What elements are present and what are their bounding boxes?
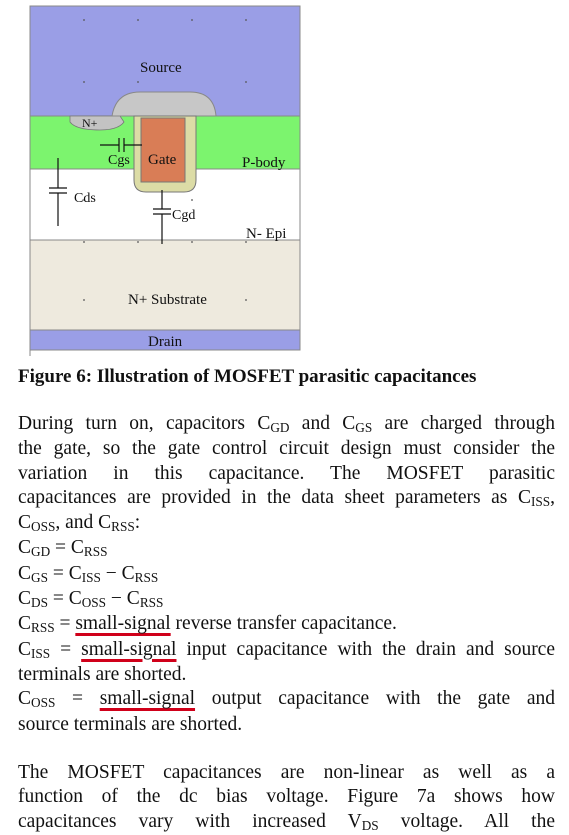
equation-cgs: CGS = CISS − CRSS (18, 562, 159, 585)
figure-caption: Figure 6: Illustration of MOSFET parasitic capacitances (18, 366, 477, 387)
definition-ciss-line-1: CISS = small-signal input capacitance with the drain and source (18, 638, 555, 661)
spellcheck-underline: small-signal (81, 638, 177, 660)
cgd-label: Cgd (172, 208, 196, 223)
source-label: Source (140, 60, 182, 76)
cds-label: Cds (74, 191, 96, 206)
paragraph-3-line-1: The MOSFET capacitances are non-linear as well as a (18, 762, 555, 784)
definition-ciss-line-2: terminals are shorted. (18, 663, 187, 685)
paragraph-3-line-2: function of the dc bias voltage. Figure 7a shows how (18, 786, 555, 808)
p-body-label: P-body (242, 155, 286, 171)
definition-coss-line-1: COSS = small-signal output capacitance with the gate and (18, 688, 556, 711)
spellcheck-underline: small-signal (75, 613, 171, 635)
spellcheck-underline: small-signal (99, 688, 196, 710)
n-substrate-label: N+ Substrate (128, 292, 207, 308)
gate-electrode (141, 118, 185, 182)
paragraph-1-line-4: capacitances are provided in the data sheet parameters as CISS, (18, 486, 555, 509)
paragraph-1-line-5: COSS, and CRSS: (18, 512, 141, 535)
body-text (18, 412, 555, 835)
n-epi-label: N- Epi (246, 226, 287, 242)
paragraph-1-line-3: variation in this capacitance. The MOSFET parasitic (18, 462, 555, 484)
n-substrate-region (30, 240, 300, 330)
paragraph-1-line-1: During turn on, capacitors CGD and CGS are charged through (18, 413, 555, 435)
gate-label: Gate (148, 152, 177, 168)
gate-insulator-cap (112, 92, 216, 116)
definition-coss-line-2: source terminals are shorted. (18, 713, 243, 735)
equation-cds: CDS = COSS − CRSS (18, 588, 164, 610)
mosfet-cross-section-diagram (0, 0, 569, 360)
paragraph-3-line-3: capacitances vary with increased VDS voltage. All the (18, 810, 555, 833)
n-plus-label: N+ (82, 116, 98, 130)
cgs-label: Cgs (108, 153, 130, 168)
drain-label: Drain (148, 334, 183, 350)
definition-crss: CRSS = small-signal reverse transfer capacitance. (18, 613, 397, 636)
paragraph-1-line-2: the gate, so the gate control circuit design must consider the (18, 438, 555, 460)
equation-cgd: CGD = CRSS (18, 537, 108, 560)
